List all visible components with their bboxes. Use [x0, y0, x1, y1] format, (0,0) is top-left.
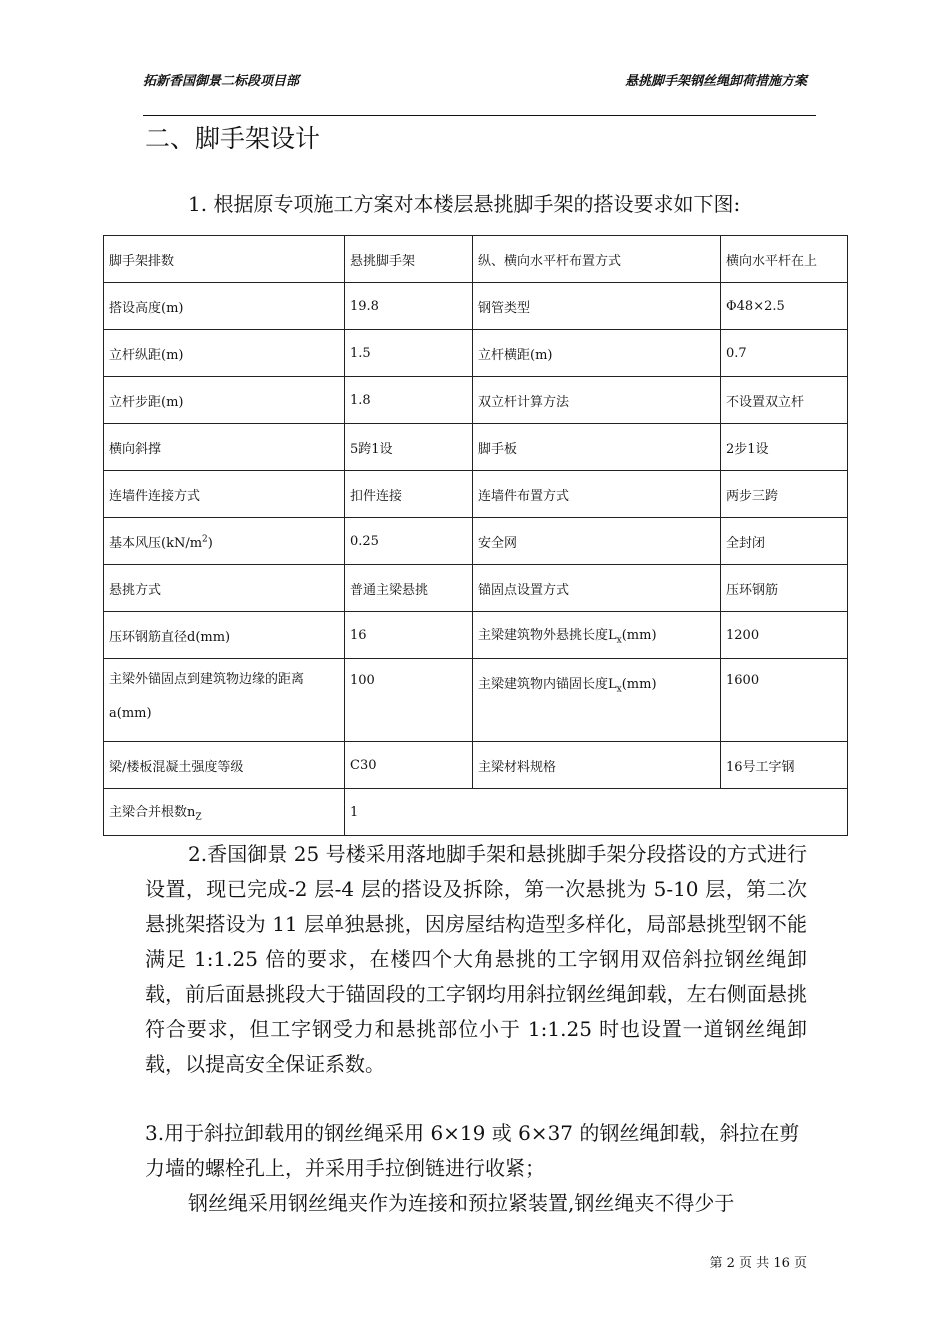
table-cell: 双立杆计算方法	[473, 377, 721, 424]
table-cell: 悬挑方式	[104, 565, 345, 612]
table-cell: 主梁材料规格	[473, 742, 721, 789]
subscript: x	[616, 635, 622, 646]
table-cell: 100	[345, 659, 473, 742]
table-cell: 压环钢筋	[721, 565, 848, 612]
wind-pressure-close: )	[207, 535, 213, 551]
table-cell: Φ48×2.5	[721, 283, 848, 330]
table-cell: 1.5	[345, 330, 473, 377]
table-cell: 锚固点设置方式	[473, 565, 721, 612]
table-cell: 立杆步距(m)	[104, 377, 345, 424]
table-cell-inner-length	[473, 659, 721, 742]
table-cell: 连墙件布置方式	[473, 471, 721, 518]
superscript: 2	[202, 534, 208, 545]
table-cell: 横向斜撑	[104, 424, 345, 471]
table-row	[104, 330, 848, 377]
table-cell: 悬挑脚手架	[345, 236, 473, 283]
table-row	[104, 659, 848, 742]
table-cell: 连墙件连接方式	[104, 471, 345, 518]
table-cell: 两步三跨	[721, 471, 848, 518]
edge-distance-line2: a(mm)	[109, 706, 152, 721]
wind-pressure-label: 基本风压(kN/m	[109, 535, 203, 551]
paragraph-2-text: 2.香国御景 25 号楼采用落地脚手架和悬挑脚手架分段搭设的方式进行设置，现已完成-2 层-4 层的搭设及拆除，第一次悬挑为 5-10 层，第二次悬挑架搭设为 11 层单独悬挑，因房屋结构造型多样化，局部悬挑型钢不能满足 1:1.25 倍的要求，在楼四个大角悬挑的工字钢用双倍斜拉钢丝绳卸载，前后面悬挑段大于锚固段的工字钢均用斜拉钢丝绳卸载，左右侧面悬挑符合要求，但工字钢受力和悬挑部位小于 1:1.25 时也设置一道钢丝绳卸载，以提高安全保证系数。	[145, 842, 807, 1076]
paragraph-2	[145, 837, 807, 1082]
table-cell: 19.8	[345, 283, 473, 330]
table-cell: 1600	[721, 659, 848, 742]
table-row	[104, 471, 848, 518]
table-cell: 1.8	[345, 377, 473, 424]
outer-length-unit: (mm)	[621, 628, 657, 644]
table-cell: 2步1设	[721, 424, 848, 471]
paragraph-4-text: 钢丝绳采用钢丝绳夹作为连接和预拉紧装置,钢丝绳夹不得少于	[188, 1191, 735, 1215]
table-row	[104, 612, 848, 659]
table-cell: 扣件连接	[345, 471, 473, 518]
table-cell: 梁/楼板混凝土强度等级	[104, 742, 345, 789]
table-cell-wind-pressure	[104, 518, 345, 565]
header-left-text: 拓新香国御景二标段项目部	[143, 74, 300, 89]
table-row	[104, 565, 848, 612]
scaffold-spec-table	[103, 235, 848, 836]
table-cell: 1200	[721, 612, 848, 659]
header-right-text: 悬挑脚手架钢丝绳卸荷措施方案	[624, 74, 807, 89]
table-row	[104, 283, 848, 330]
table-cell-outer-length	[473, 612, 721, 659]
table-row	[104, 424, 848, 471]
table-cell: 压环钢筋直径d(mm)	[104, 612, 345, 659]
header-divider	[143, 115, 816, 116]
section-title: 二、脚手架设计	[145, 124, 321, 153]
table-cell: 0.25	[345, 518, 473, 565]
paragraph-4	[145, 1186, 807, 1221]
table-cell-beam-count	[104, 789, 345, 836]
paragraph-3: 3.用于斜拉卸载用的钢丝绳采用 6×19 或 6×37 的钢丝绳卸载，斜拉在剪力墙的螺栓孔上，并采用手拉倒链进行收紧；	[145, 1121, 800, 1180]
intro-paragraph: 1. 根据原专项施工方案对本楼层悬挑脚手架的搭设要求如下图:	[188, 192, 741, 216]
table-cell: 16号工字钢	[721, 742, 848, 789]
table-row	[104, 236, 848, 283]
table-cell: 纵、横向水平杆布置方式	[473, 236, 721, 283]
table-cell: 不设置双立杆	[721, 377, 848, 424]
table-row	[104, 518, 848, 565]
page-number: 第 2 页 共 16 页	[709, 1256, 807, 1271]
table-row	[104, 789, 848, 836]
table-cell: 0.7	[721, 330, 848, 377]
table-cell: 横向水平杆在上	[721, 236, 848, 283]
table-cell: C30	[345, 742, 473, 789]
edge-distance-line1: 主梁外锚固点到建筑物边缘的距离	[109, 672, 305, 687]
table-cell-edge-distance	[104, 659, 345, 742]
table-cell: 脚手架排数	[104, 236, 345, 283]
outer-length-label: 主梁建筑物外悬挑长度L	[478, 628, 617, 644]
table-row	[104, 742, 848, 789]
table-cell: 16	[345, 612, 473, 659]
table-cell: 全封闭	[721, 518, 848, 565]
table-cell: 1	[345, 789, 848, 836]
table-cell: 脚手板	[473, 424, 721, 471]
subscript: x	[616, 684, 622, 695]
inner-length-unit: (mm)	[621, 677, 657, 692]
inner-length-label: 主梁建筑物内锚固长度L	[478, 677, 617, 692]
subscript: Z	[195, 812, 202, 823]
table-cell: 立杆横距(m)	[473, 330, 721, 377]
table-cell: 普通主梁悬挑	[345, 565, 473, 612]
table-row	[104, 377, 848, 424]
table-cell: 安全网	[473, 518, 721, 565]
table-cell: 钢管类型	[473, 283, 721, 330]
table-cell: 立杆纵距(m)	[104, 330, 345, 377]
beam-count-label: 主梁合并根数n	[109, 805, 196, 821]
table-cell: 5跨1设	[345, 424, 473, 471]
table-cell: 搭设高度(m)	[104, 283, 345, 330]
